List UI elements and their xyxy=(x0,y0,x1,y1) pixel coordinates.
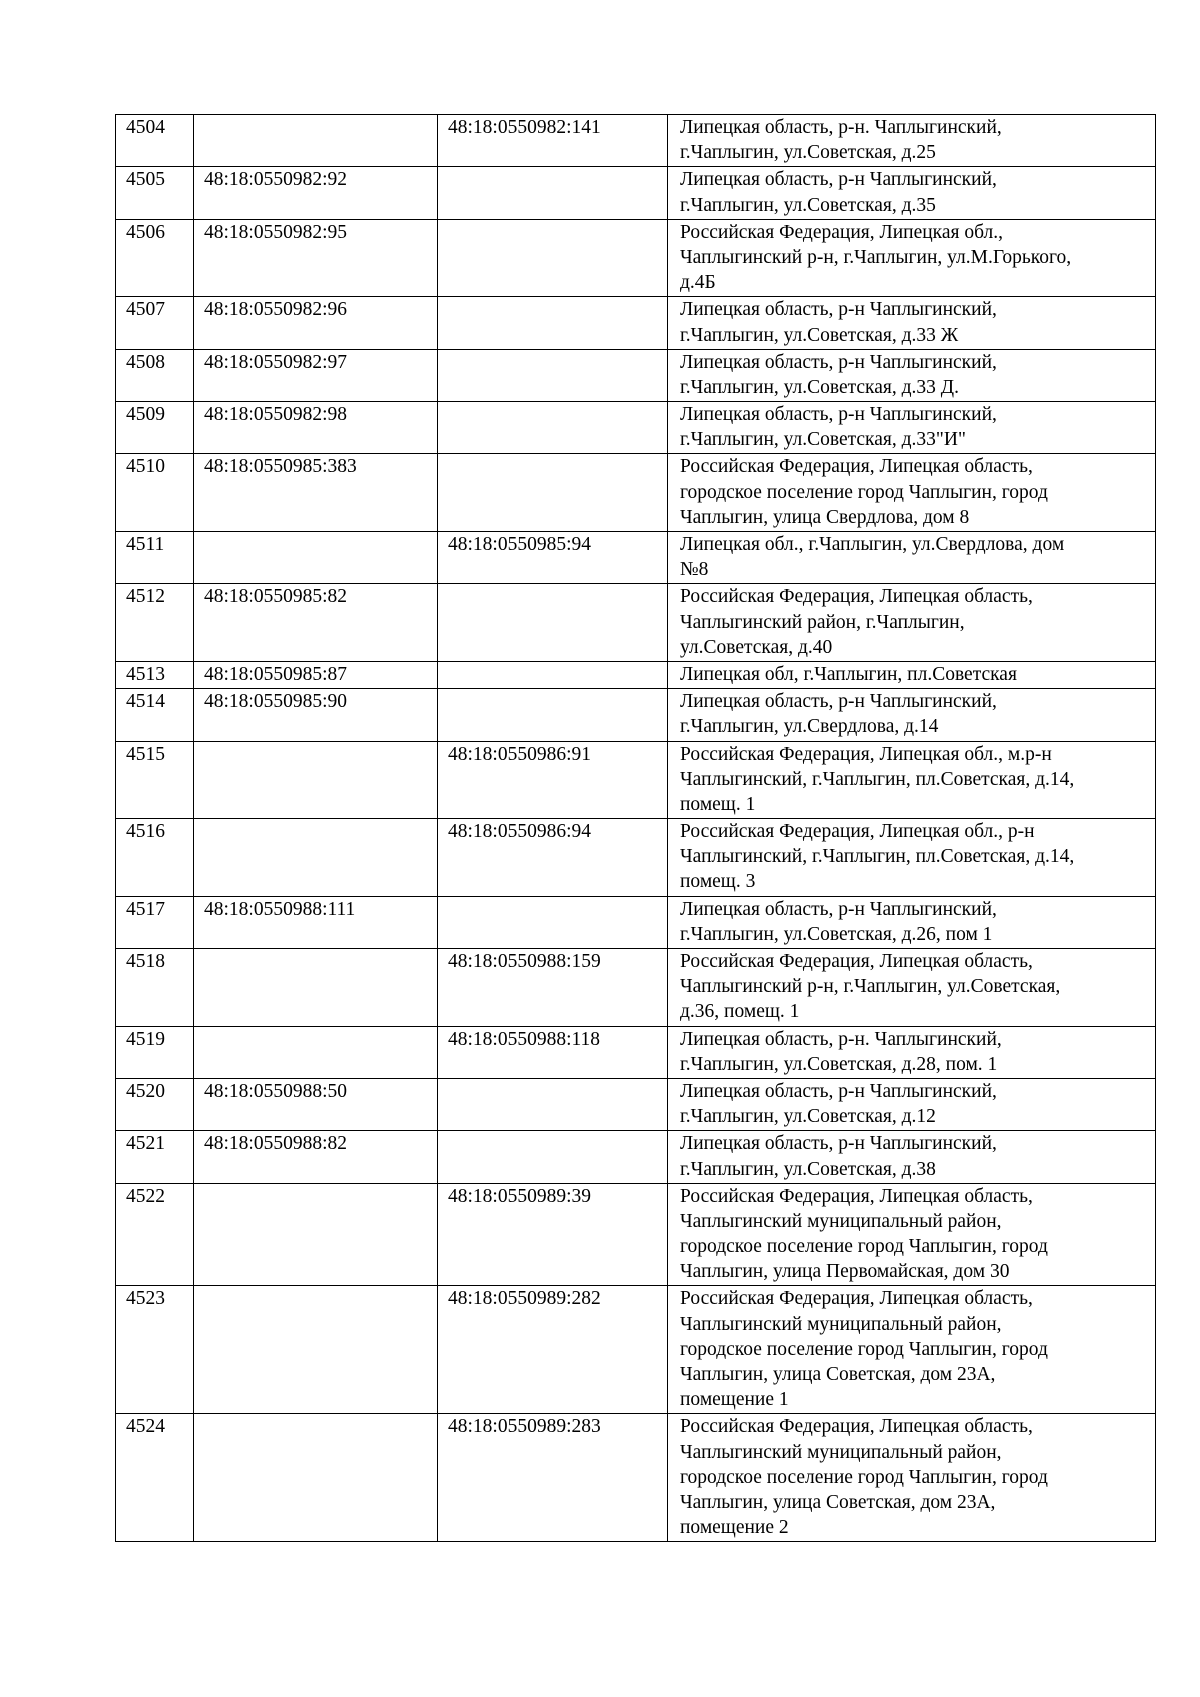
address-line: Липецкая область, р-н Чаплыгинский, xyxy=(680,169,997,191)
related-cadastral-number-cell: 48:18:0550989:282 xyxy=(438,1286,668,1414)
related-cadastral-number-cell: 48:18:0550988:159 xyxy=(438,949,668,1027)
cadastral-number-cell: 48:18:0550988:82 xyxy=(194,1131,438,1183)
table-row xyxy=(116,1026,1156,1078)
cadastral-number-cell: 48:18:0550982:98 xyxy=(194,402,438,454)
address-cell xyxy=(668,1078,1156,1130)
address-line: Липецкая область, р-н Чаплыгинский, xyxy=(680,691,997,713)
related-cadastral-number-cell xyxy=(438,1078,668,1130)
row-number-cell: 4513 xyxy=(116,661,194,688)
address-cell xyxy=(668,219,1156,297)
address-cell xyxy=(668,819,1156,897)
related-cadastral-number-cell xyxy=(438,402,668,454)
cadastral-number-cell: 48:18:0550985:87 xyxy=(194,661,438,688)
cadastral-number-cell xyxy=(194,1026,438,1078)
address-line: Липецкая область, р-н Чаплыгинский, xyxy=(680,404,997,426)
cadastral-number-cell: 48:18:0550982:96 xyxy=(194,297,438,349)
cadastral-number-cell xyxy=(194,115,438,167)
row-number-cell: 4514 xyxy=(116,689,194,741)
table-row xyxy=(116,532,1156,584)
address-line: Липецкая область, р-н. Чаплыгинский, xyxy=(680,117,1002,138)
address-line: Российская Федерация, Липецкая область, xyxy=(680,586,1033,608)
address-line: Чаплыгин, улица Советская, дом 23А, xyxy=(680,1364,996,1386)
table-row xyxy=(116,219,1156,297)
table-row xyxy=(116,689,1156,741)
address-cell xyxy=(668,402,1156,454)
table-row xyxy=(116,1131,1156,1183)
related-cadastral-number-cell xyxy=(438,661,668,688)
related-cadastral-number-cell: 48:18:0550986:91 xyxy=(438,741,668,819)
address-line: Липецкая обл., г.Чаплыгин, ул.Свердлова, дом xyxy=(680,534,1065,555)
address-line: Липецкая обл, г.Чаплыгин, пл.Советская xyxy=(680,663,1017,685)
address-cell xyxy=(668,661,1156,688)
table-row xyxy=(116,1414,1156,1542)
row-number-cell: 4504 xyxy=(116,115,194,167)
table-row xyxy=(116,1078,1156,1130)
document-page xyxy=(115,114,1155,1542)
registry-body xyxy=(116,115,1156,1542)
row-number-cell: 4523 xyxy=(116,1286,194,1414)
address-line: Российская Федерация, Липецкая область, xyxy=(680,456,1033,478)
address-cell xyxy=(668,532,1156,584)
address-cell xyxy=(668,741,1156,819)
cadastral-number-cell xyxy=(194,741,438,819)
address-cell xyxy=(668,1131,1156,1183)
table-row xyxy=(116,115,1156,167)
address-line: помещение 1 xyxy=(680,1389,789,1411)
address-line: Чаплыгинский, г.Чаплыгин, пл.Советская, д.14, xyxy=(680,768,1075,790)
address-line: г.Чаплыгин, ул.Советская, д.33"И" xyxy=(680,429,966,451)
row-number-cell: 4505 xyxy=(116,167,194,219)
address-line: городское поселение город Чаплыгин, город xyxy=(680,1338,1048,1360)
address-cell xyxy=(668,949,1156,1027)
address-line: д.36, помещ. 1 xyxy=(680,1001,800,1023)
address-line: Чаплыгинский р-н, г.Чаплыгин, ул.Советская, xyxy=(680,976,1061,998)
related-cadastral-number-cell xyxy=(438,1131,668,1183)
related-cadastral-number-cell: 48:18:0550989:39 xyxy=(438,1183,668,1286)
related-cadastral-number-cell xyxy=(438,454,668,532)
cadastral-number-cell: 48:18:0550988:111 xyxy=(194,896,438,948)
row-number-cell: 4516 xyxy=(116,819,194,897)
address-line: д.4Б xyxy=(680,272,716,294)
address-line: Российская Федерация, Липецкая область, xyxy=(680,1288,1033,1310)
address-line: Чаплыгинский муниципальный район, xyxy=(680,1441,1002,1463)
address-line: Российская Федерация, Липецкая область, xyxy=(680,951,1033,973)
table-row xyxy=(116,167,1156,219)
related-cadastral-number-cell xyxy=(438,689,668,741)
address-line: помещ. 1 xyxy=(680,793,756,815)
row-number-cell: 4517 xyxy=(116,896,194,948)
address-cell xyxy=(668,167,1156,219)
address-line: Липецкая область, р-н. Чаплыгинский, xyxy=(680,1028,1002,1050)
related-cadastral-number-cell: 48:18:0550985:94 xyxy=(438,532,668,584)
related-cadastral-number-cell xyxy=(438,167,668,219)
row-number-cell: 4522 xyxy=(116,1183,194,1286)
address-cell xyxy=(668,115,1156,167)
row-number-cell: 4509 xyxy=(116,402,194,454)
address-line: помещение 2 xyxy=(680,1517,789,1539)
address-line: г.Чаплыгин, ул.Советская, д.12 xyxy=(680,1106,936,1128)
address-line: Липецкая область, р-н Чаплыгинский, xyxy=(680,299,997,321)
address-line: Липецкая область, р-н Чаплыгинский, xyxy=(680,351,997,373)
row-number-cell: 4518 xyxy=(116,949,194,1027)
address-line: Липецкая область, р-н Чаплыгинский, xyxy=(680,1133,997,1155)
table-row xyxy=(116,584,1156,662)
address-line: Чаплыгин, улица Первомайская, дом 30 xyxy=(680,1261,1010,1283)
address-line: г.Чаплыгин, ул.Советская, д.38 xyxy=(680,1158,936,1180)
address-line: г.Чаплыгин, ул.Советская, д.33 Д. xyxy=(680,376,959,398)
address-cell xyxy=(668,349,1156,401)
table-row xyxy=(116,402,1156,454)
related-cadastral-number-cell: 48:18:0550988:118 xyxy=(438,1026,668,1078)
address-cell xyxy=(668,297,1156,349)
address-line: городское поселение город Чаплыгин, город xyxy=(680,481,1048,503)
property-registry-table xyxy=(115,114,1156,1542)
address-line: Чаплыгинский, г.Чаплыгин, пл.Советская, д.14, xyxy=(680,846,1075,868)
row-number-cell: 4511 xyxy=(116,532,194,584)
address-line: Чаплыгинский муниципальный район, xyxy=(680,1210,1002,1232)
address-line: городское поселение город Чаплыгин, город xyxy=(680,1466,1048,1488)
related-cadastral-number-cell xyxy=(438,584,668,662)
address-cell xyxy=(668,584,1156,662)
row-number-cell: 4515 xyxy=(116,741,194,819)
address-line: Российская Федерация, Липецкая обл., xyxy=(680,221,1004,243)
address-line: г.Чаплыгин, ул.Советская, д.26, пом 1 xyxy=(680,923,993,945)
address-line: №8 xyxy=(680,559,709,581)
related-cadastral-number-cell: 48:18:0550989:283 xyxy=(438,1414,668,1542)
table-row xyxy=(116,819,1156,897)
row-number-cell: 4510 xyxy=(116,454,194,532)
address-line: Российская Федерация, Липецкая обл., м.р-н xyxy=(680,743,1052,765)
related-cadastral-number-cell: 48:18:0550986:94 xyxy=(438,819,668,897)
address-line: Чаплыгинский муниципальный район, xyxy=(680,1313,1002,1335)
cadastral-number-cell: 48:18:0550985:82 xyxy=(194,584,438,662)
related-cadastral-number-cell xyxy=(438,219,668,297)
cadastral-number-cell xyxy=(194,949,438,1027)
address-line: Липецкая область, р-н Чаплыгинский, xyxy=(680,898,997,920)
address-line: городское поселение город Чаплыгин, город xyxy=(680,1236,1048,1258)
address-line: г.Чаплыгин, ул.Свердлова, д.14 xyxy=(680,716,939,738)
row-number-cell: 4506 xyxy=(116,219,194,297)
cadastral-number-cell: 48:18:0550982:97 xyxy=(194,349,438,401)
address-cell xyxy=(668,1414,1156,1542)
address-line: Российская Федерация, Липецкая область, xyxy=(680,1185,1033,1207)
cadastral-number-cell: 48:18:0550982:95 xyxy=(194,219,438,297)
row-number-cell: 4512 xyxy=(116,584,194,662)
address-line: Российская Федерация, Липецкая область, xyxy=(680,1416,1033,1438)
related-cadastral-number-cell xyxy=(438,349,668,401)
address-line: Чаплыгинский р-н, г.Чаплыгин, ул.М.Горького, xyxy=(680,246,1072,268)
address-line: Липецкая область, р-н Чаплыгинский, xyxy=(680,1080,997,1102)
cadastral-number-cell xyxy=(194,1183,438,1286)
table-row xyxy=(116,349,1156,401)
row-number-cell: 4524 xyxy=(116,1414,194,1542)
address-line: Чаплыгин, улица Советская, дом 23А, xyxy=(680,1491,996,1513)
table-row xyxy=(116,1183,1156,1286)
related-cadastral-number-cell: 48:18:0550982:141 xyxy=(438,115,668,167)
cadastral-number-cell: 48:18:0550988:50 xyxy=(194,1078,438,1130)
address-cell xyxy=(668,1026,1156,1078)
table-row xyxy=(116,949,1156,1027)
table-row xyxy=(116,297,1156,349)
related-cadastral-number-cell xyxy=(438,297,668,349)
address-line: г.Чаплыгин, ул.Советская, д.35 xyxy=(680,194,936,216)
row-number-cell: 4521 xyxy=(116,1131,194,1183)
cadastral-number-cell xyxy=(194,1414,438,1542)
table-row xyxy=(116,1286,1156,1414)
address-cell xyxy=(668,1286,1156,1414)
cadastral-number-cell: 48:18:0550985:90 xyxy=(194,689,438,741)
address-line: г.Чаплыгин, ул.Советская, д.25 xyxy=(680,142,936,164)
cadastral-number-cell: 48:18:0550982:92 xyxy=(194,167,438,219)
row-number-cell: 4519 xyxy=(116,1026,194,1078)
address-line: г.Чаплыгин, ул.Советская, д.28, пом. 1 xyxy=(680,1053,998,1075)
cadastral-number-cell xyxy=(194,532,438,584)
address-cell xyxy=(668,454,1156,532)
cadastral-number-cell xyxy=(194,1286,438,1414)
table-row xyxy=(116,741,1156,819)
address-line: помещ. 3 xyxy=(680,871,756,893)
address-line: Чаплыгин, улица Свердлова, дом 8 xyxy=(680,506,970,528)
address-line: Российская Федерация, Липецкая обл., р-н xyxy=(680,821,1035,843)
table-row xyxy=(116,896,1156,948)
row-number-cell: 4508 xyxy=(116,349,194,401)
address-cell xyxy=(668,1183,1156,1286)
address-cell xyxy=(668,689,1156,741)
table-row xyxy=(116,661,1156,688)
row-number-cell: 4507 xyxy=(116,297,194,349)
cadastral-number-cell xyxy=(194,819,438,897)
related-cadastral-number-cell xyxy=(438,896,668,948)
cadastral-number-cell: 48:18:0550985:383 xyxy=(194,454,438,532)
address-line: Чаплыгинский район, г.Чаплыгин, xyxy=(680,611,965,633)
table-row xyxy=(116,454,1156,532)
address-line: ул.Советская, д.40 xyxy=(680,636,833,658)
row-number-cell: 4520 xyxy=(116,1078,194,1130)
address-cell xyxy=(668,896,1156,948)
address-line: г.Чаплыгин, ул.Советская, д.33 Ж xyxy=(680,324,959,346)
